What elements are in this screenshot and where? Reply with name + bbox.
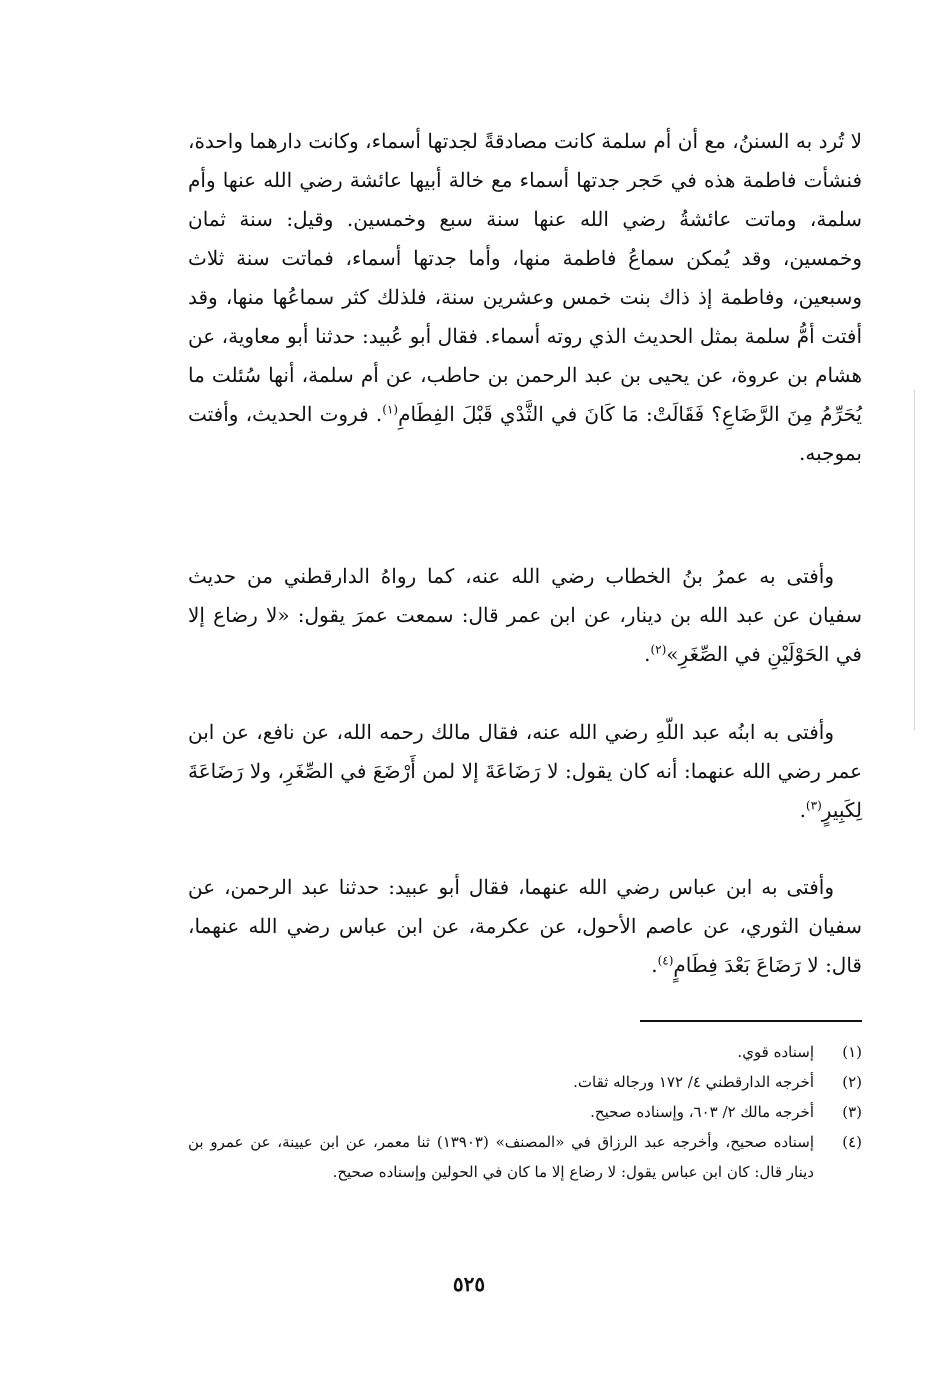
footnote-1 bbox=[188, 1037, 862, 1067]
footnote-text: أخرجه مالك ٢/ ٦٠٣، وإسناده صحيح. bbox=[590, 1103, 814, 1121]
paragraph-1 bbox=[188, 122, 862, 473]
footnote-text: إسناده صحيح، وأخرجه عبد الرزاق في «المصنف» (١٣٩٠٣) ثنا معمر، عن ابن عيينة، عن عمرو بن دينار قال: كان ابن عباس يقول: لا رضاع إلا ما كان في الحولين وإسناده صحيح. bbox=[188, 1133, 814, 1181]
footnote-separator bbox=[640, 1020, 862, 1022]
paragraph-4-text: وأفتى به ابن عباس رضي الله عنهما، فقال أبو عبيد: حدثنا عبد الرحمن، عن سفيان الثوري، عن عاصم الأحول، عن عكرمة، عن ابن عباس رضي الله عنهما، قال: لا رَضَاعَ بَعْدَ فِطَامٍ bbox=[188, 875, 862, 977]
paragraph-1-end: . فروت الحديث، وأفتت بموجبه. bbox=[188, 402, 862, 465]
footnote-text: إسناده قوي. bbox=[737, 1043, 814, 1061]
footnote-ref-1[interactable]: (١) bbox=[382, 402, 399, 417]
footnote-number: (٣) bbox=[842, 1103, 862, 1121]
paragraph-2-text: وأفتى به عمرُ بنُ الخطاب رضي الله عنه، كما رواهُ الدارقطني من حديث سفيان عن عبد الله بن دينار، عن ابن عمر قال: سمعت عمرَ يقول: «لا رضاع إلا في الحَوْلَيْنِ في الصِّغَرِ» bbox=[188, 564, 862, 666]
paragraph-1-text: لا تُرد به السننُ، مع أن أم سلمة كانت مصادقةً لجدتها أسماء، وكانت دارهما واحدة، فنشأت فاطمة هذه في حَجر جدتها أسماء مع خالة أبيها عائشة رضي الله عنها وأم سلمة، وماتت عائشةُ رضي الله عنها سنة سبع وخمسين. وقيل: سنة ثمان وخمسين، وقد يُمكن سماعُ فاطمة منها، وأما جدتها أسماء، فماتت سنة ثلاث وسبعين، وفاطمة إذ ذاك بنت خمس وعشرين سنة، فلذلك كثر سماعُها منها، وقد أفتت أمُّ سلمة بمثل الحديث الذي روته أسماء. فقال أبو عُبيد: حدثنا أبو معاوية، عن هشام بن عروة، عن يحيى بن عبد الرحمن بن حاطب، عن أم سلمة، أنها سُئلت ما يُحَرِّمُ مِنَ الرَّضَاعِ؟ فَقَالَتْ: مَا كَانَ في الثَّدْي قَبْلَ الفِطَامِ bbox=[188, 129, 863, 426]
paragraph-2 bbox=[188, 557, 862, 674]
footnote-number: (٤) bbox=[842, 1133, 862, 1151]
footnote-number: (٢) bbox=[842, 1073, 862, 1091]
paragraph-2-end: . bbox=[644, 642, 651, 666]
paragraph-3 bbox=[188, 713, 862, 830]
paragraph-4 bbox=[188, 868, 862, 985]
footnote-ref-3[interactable]: (٣) bbox=[805, 798, 822, 813]
footnotes bbox=[188, 1037, 862, 1187]
footnote-3 bbox=[188, 1097, 862, 1127]
scan-edge-line bbox=[914, 390, 915, 730]
page-number: ٥٢٥ bbox=[452, 1272, 486, 1296]
footnote-number: (١) bbox=[842, 1043, 862, 1061]
paragraph-4-end: . bbox=[651, 953, 658, 977]
footnote-ref-2[interactable]: (٢) bbox=[650, 642, 667, 657]
footnote-2 bbox=[188, 1067, 862, 1097]
footnote-text: أخرجه الدارقطني ٤/ ١٧٢ ورجاله ثقات. bbox=[573, 1073, 814, 1091]
footnote-4 bbox=[188, 1127, 862, 1187]
paragraph-3-text: وأفتى به ابنُه عبد اللّهِ رضي الله عنه، فقال مالك رحمه الله، عن نافع، عن ابن عمر رضي الله عنهما: أنه كان يقول: لا رَضَاعَةَ إلا لمن أَرْضَعَ في الصِّغَرِ، ولا رَضَاعَةَ لِكَبِيرٍ bbox=[188, 720, 862, 822]
paragraph-3-end: . bbox=[799, 798, 806, 822]
footnote-ref-4[interactable]: (٤) bbox=[657, 953, 674, 968]
